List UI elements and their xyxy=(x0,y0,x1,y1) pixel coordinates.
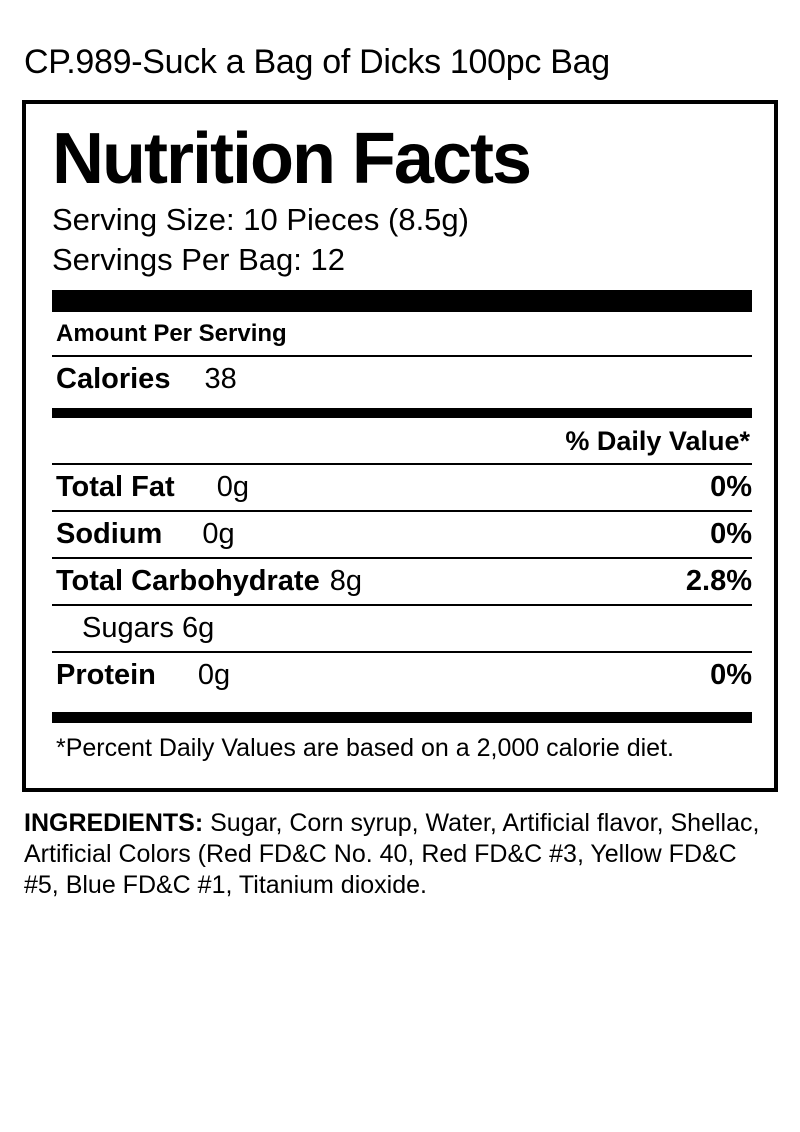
nutrient-amount: 0g xyxy=(197,659,231,691)
table-row xyxy=(48,465,752,510)
calories-row xyxy=(48,357,752,402)
page-title: CP.989-Suck a Bag of Dicks 100pc Bag xyxy=(24,43,610,81)
nutrient-amount: 0g xyxy=(216,471,249,503)
calories-value: 38 xyxy=(204,363,237,395)
nutrient-daily-value: 0% xyxy=(710,659,752,691)
daily-value-footnote: *Percent Daily Values are based on a 2,000 calorie diet. xyxy=(56,734,674,762)
ingredients-section xyxy=(24,808,776,901)
ingredients-text: Sugar, Corn syrup, Water, Artificial flavor, Shellac, Artificial Colors (Red FD&C No. 40, Red FD&C #3, Yellow FD&C #5, Blue FD&C #1, Titanium dioxide. xyxy=(24,809,760,899)
divider-thick-bottom xyxy=(52,712,752,723)
nutrient-amount: 8g xyxy=(329,565,362,597)
table-row xyxy=(48,512,752,557)
nutrient-daily-value: 2.8% xyxy=(685,565,752,597)
nutrient-name: Total Fat xyxy=(56,471,175,503)
nutrient-name: Protein xyxy=(56,659,156,691)
table-row xyxy=(48,559,752,604)
nutrient-name: Sodium xyxy=(56,518,163,550)
servings-per-container-text: Servings Per Bag: 12 xyxy=(52,242,345,277)
nutrient-daily-value: 0% xyxy=(710,471,752,503)
serving-size-text: Serving Size: 10 Pieces (8.5g) xyxy=(52,202,469,237)
divider-thick-top xyxy=(52,290,752,312)
divider-medium xyxy=(52,408,752,418)
table-row xyxy=(48,606,752,651)
nutrient-name: Sugars 6g xyxy=(82,612,215,644)
table-row xyxy=(48,653,752,698)
calories-label: Calories xyxy=(56,363,171,395)
nutrient-daily-value: 0% xyxy=(710,518,752,550)
nutrient-amount: 0g xyxy=(202,518,235,550)
ingredients-label: INGREDIENTS: xyxy=(24,809,204,837)
nutrition-facts-heading: Nutrition Facts xyxy=(52,119,531,199)
nutrient-name: Total Carbohydrate xyxy=(56,565,320,597)
amount-per-serving-label: Amount Per Serving xyxy=(56,320,287,347)
nutrition-facts-panel xyxy=(22,100,778,792)
daily-value-header: % Daily Value* xyxy=(565,426,750,456)
